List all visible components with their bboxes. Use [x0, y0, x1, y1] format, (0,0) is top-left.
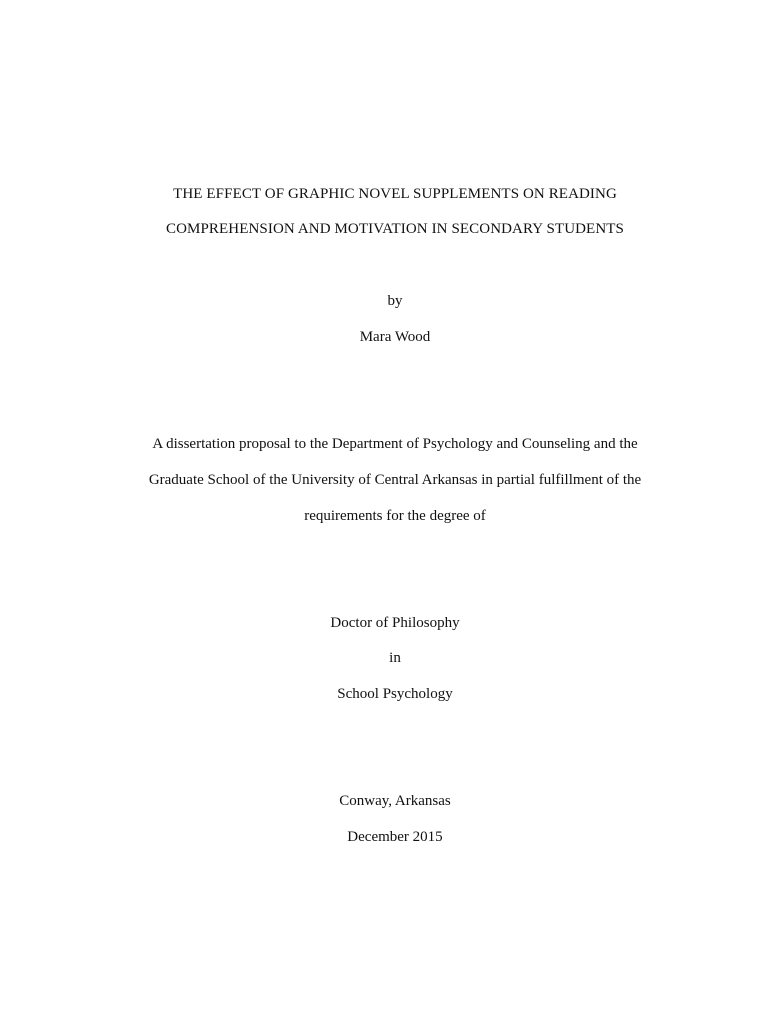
title-line-2: COMPREHENSION AND MOTIVATION IN SECONDARY STUDENTS [166, 221, 624, 237]
degree-in: in [389, 650, 401, 666]
author-name: Mara Wood [359, 329, 431, 345]
degree-name: Doctor of Philosophy [330, 615, 460, 631]
statement-line-2: Graduate School of the University of Central Arkansas in partial fulfillment of the [148, 472, 642, 488]
degree-field: School Psychology [337, 686, 453, 702]
date: December 2015 [347, 829, 443, 845]
by-label: by [387, 293, 403, 309]
statement-line-1: A dissertation proposal to the Department of Psychology and Counseling and the [152, 436, 638, 452]
place: Conway, Arkansas [339, 793, 451, 809]
title-line-1: THE EFFECT OF GRAPHIC NOVEL SUPPLEMENTS ON READING [173, 186, 617, 202]
statement-line-3: requirements for the degree of [304, 508, 486, 524]
